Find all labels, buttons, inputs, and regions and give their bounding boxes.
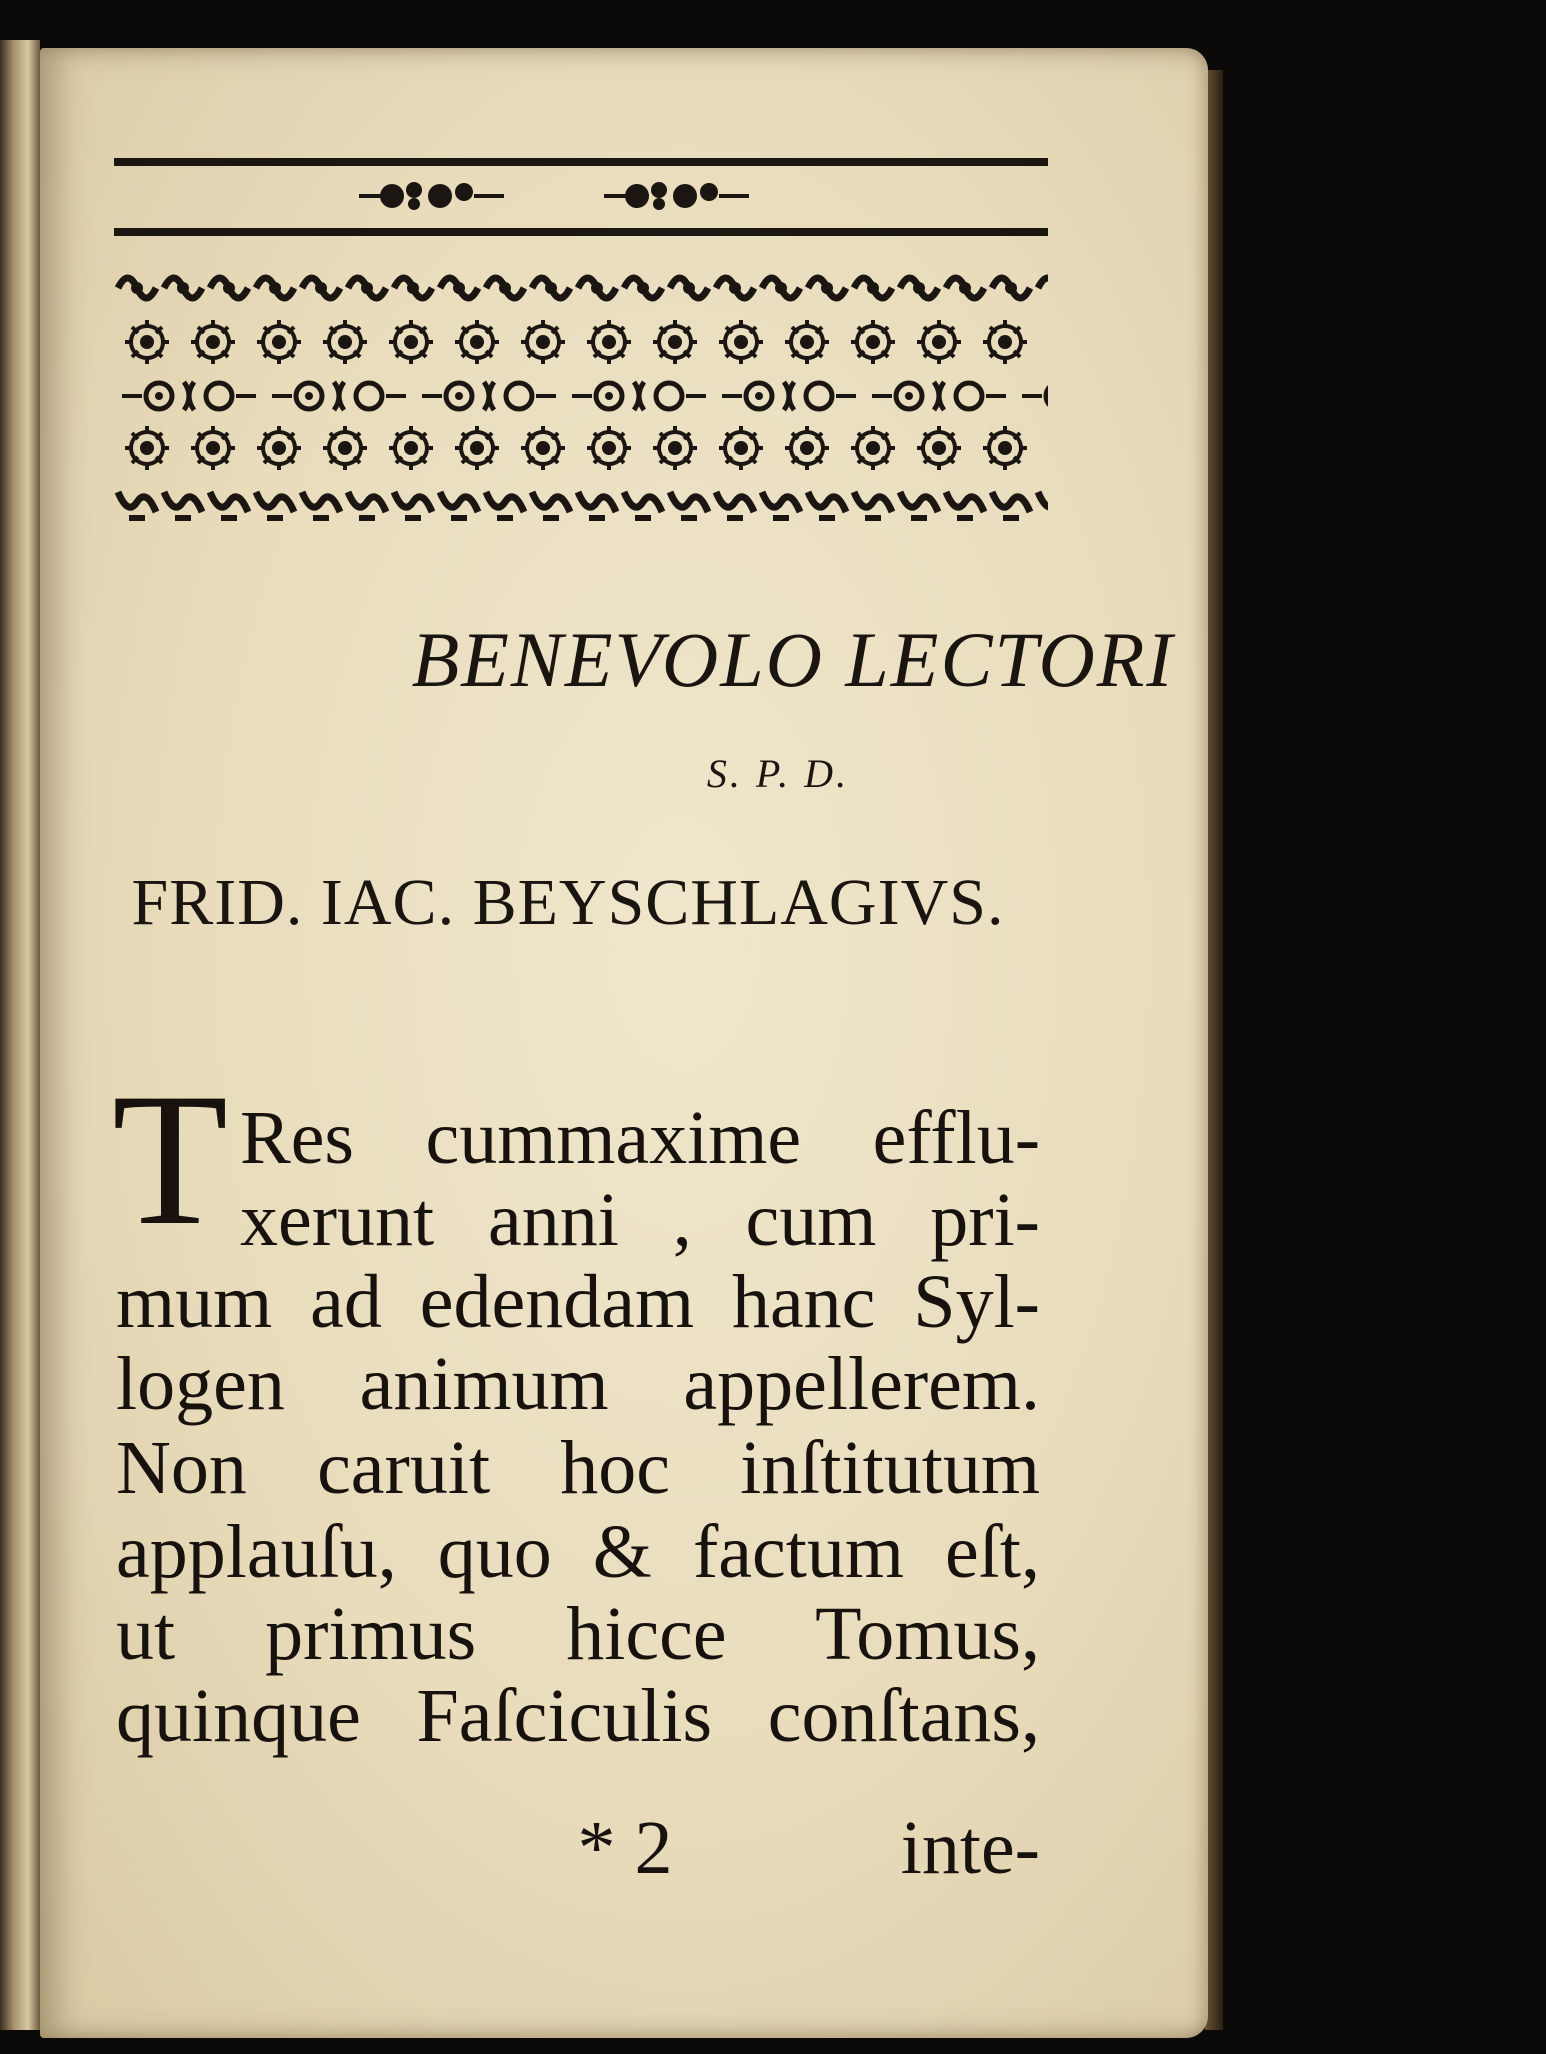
author-name: FRID. IAC. BEYSCHLAGIVS. xyxy=(131,866,1005,939)
body-line: applauſu, quo & factum eſt, xyxy=(116,1510,1040,1594)
catchword: inte- xyxy=(900,1806,1040,1890)
header-rule-top xyxy=(114,158,1048,166)
book-spine-edge xyxy=(0,40,40,2030)
body-line: mum ad edendam hanc Syl- xyxy=(116,1260,1040,1344)
body-line: Non caruit hoc inſtitutum xyxy=(116,1426,1040,1510)
floral-border-icon xyxy=(114,478,1048,526)
header-rule-bottom xyxy=(114,228,1048,236)
fleuron-icon xyxy=(114,170,1048,222)
page-title: BENEVOLO LECTORI xyxy=(411,616,1175,703)
floral-border-icon xyxy=(114,318,1048,366)
floral-border-icon xyxy=(114,372,1048,420)
signature-mark: * 2 xyxy=(577,1806,673,1890)
body-line: quinque Faſciculis conſtans, xyxy=(116,1674,1040,1758)
drop-cap: T xyxy=(112,1055,229,1265)
body-line: ut primus hicce Tomus, xyxy=(116,1592,1040,1676)
body-line: Res cummaxime efflu- xyxy=(240,1096,1040,1180)
greeting: S. P. D. xyxy=(706,751,850,796)
body-line: xerunt anni , cum pri- xyxy=(240,1178,1040,1262)
floral-border-icon xyxy=(114,264,1048,312)
body-line: logen animum appellerem. xyxy=(116,1342,1040,1426)
floral-border-icon xyxy=(114,424,1048,472)
